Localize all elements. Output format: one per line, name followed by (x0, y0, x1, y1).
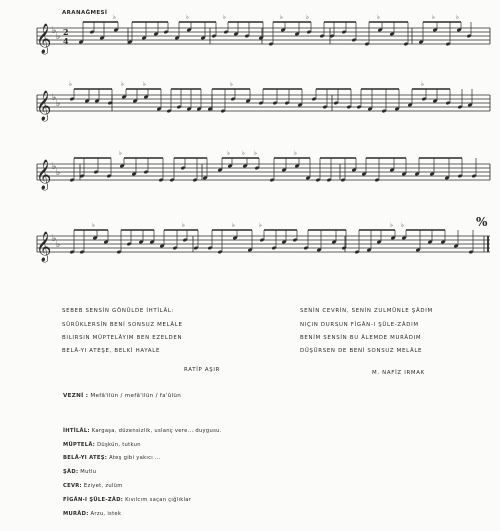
accidental-icon: ♭ (182, 222, 185, 229)
accidental-icon: ♭ (280, 14, 283, 21)
accidental-icon: ♭ (254, 150, 257, 157)
accidental-icon: ♭ (121, 81, 124, 88)
accidental-icon: ♭ (390, 222, 393, 229)
time-signature (63, 27, 69, 46)
section-label: ARANAĞMESİ (62, 10, 108, 16)
glossary-item: İHTİLÂL: Kargaşa, düzensizlik, uslanç vere... duygusu. (63, 428, 222, 434)
accidental-icon: ♭ (223, 14, 226, 21)
svg-text:♭: ♭ (52, 162, 57, 172)
lyric-line: NIÇIN DURSUN FİGÂN-I ŞÜLE-ZÂDIM (300, 322, 419, 328)
lyricist-right: M. NAFİZ IRMAK (372, 370, 425, 376)
accidental-icon: ♭ (119, 150, 122, 157)
svg-text:♭: ♭ (56, 168, 61, 178)
accidental-icon: ♭ (232, 222, 235, 229)
accidental-icon: ♭ (143, 81, 146, 88)
accidental-icon: ♭ (377, 14, 380, 21)
accidental-icon: ♭ (294, 150, 297, 157)
svg-text:♭: ♭ (56, 32, 61, 42)
meter-label: VEZNİ : (63, 393, 89, 399)
lyric-line: SEBEB SENSİN GÖNÜLDE İHTİLÂL: (62, 308, 175, 314)
lyric-line: SÜRÜKLERSİN BENİ SONSUZ MELÂLE (62, 322, 183, 328)
staff-system-3 (37, 164, 490, 180)
accidental-icon: ♭ (113, 14, 116, 21)
accidental-icon: ♭ (92, 222, 95, 229)
glossary-item: BELÂ-YI ATEŞ: Ateş gibi yakıcı ... (63, 455, 161, 461)
svg-text:♭: ♭ (52, 234, 57, 244)
accidental-icon: ♭ (456, 14, 459, 21)
accidental-icon: ♭ (401, 222, 404, 229)
glossary-item: FİGÂN-I ŞÜLE-ZÂD: Kıvılcım saçan çığlıklar (63, 497, 192, 503)
lyric-line: BILIRSIN MÜPTELÂYIM BEN EZELDEN (62, 335, 183, 341)
glossary-item: ŞÂD: Mutlu (63, 469, 97, 475)
svg-text:2: 2 (63, 27, 69, 37)
accidental-icon: ♭ (306, 14, 309, 21)
glossary-item: MÜPTELÂ: Düşkün, tutkun (63, 442, 141, 448)
accidental-icon: ♭ (230, 81, 233, 88)
accidental-icon: ♭ (421, 81, 424, 88)
staff-system-4 (37, 236, 490, 252)
accidental-icon: ♭ (259, 222, 262, 229)
accidental-icon: ♭ (432, 14, 435, 21)
svg-text:4: 4 (63, 36, 69, 46)
meter-value: Mefâ'ilün / mefâ'ilün / fa'ûlün (90, 393, 182, 399)
lyric-line: BENİM SENSİN BU ÂLEMDE MURÂDIM (300, 335, 422, 341)
lyric-line: BELÂ-YI ATEŞE, BELKİ HAYALE (62, 348, 161, 354)
clefs (36, 23, 60, 263)
lyricist-left: RATİP AŞIR (184, 367, 221, 373)
treble-clef-icon: 𝄞 (36, 232, 52, 262)
segno-icon: % (476, 215, 488, 229)
treble-clef-icon: 𝄞 (36, 160, 52, 190)
svg-text:♭: ♭ (56, 99, 61, 109)
meter-line (63, 393, 181, 399)
svg-text:♭: ♭ (52, 26, 57, 36)
treble-clef-icon: 𝄞 (36, 24, 52, 54)
lyric-line: SENİN CEVRİN, SENİN ZULMÜNLE ŞÂDIM (300, 308, 433, 314)
svg-text:♭: ♭ (56, 240, 61, 250)
accidental-icon: ♭ (69, 81, 72, 88)
accidental-icon: ♭ (186, 14, 189, 21)
accidental-icon: ♭ (242, 150, 245, 157)
glossary-item: CEVR: Eziyet, zulüm (63, 483, 123, 489)
notes-layer (69, 14, 476, 254)
treble-clef-icon: 𝄞 (36, 91, 52, 121)
staff-system-2 (37, 95, 490, 111)
svg-text:♭: ♭ (52, 93, 57, 103)
lyric-line: DÜŞÜRSEN DE BENİ SONSUZ MELÂLE (300, 348, 423, 354)
accidental-icon: ♭ (227, 150, 230, 157)
glossary-item: MURÂD: Arzu, istek (63, 511, 122, 517)
